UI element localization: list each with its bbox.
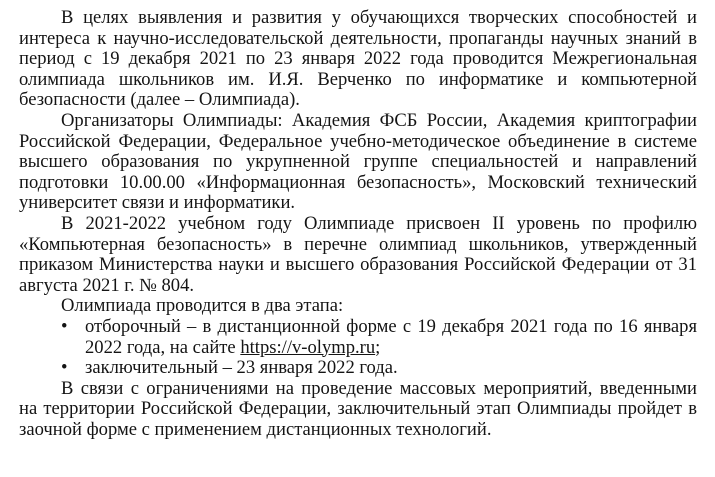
bullet-icon: • (61, 315, 68, 337)
list-item-final-stage (61, 357, 697, 379)
stages-list (19, 317, 697, 379)
document-body (19, 8, 697, 440)
olympiad-website-link[interactable]: https://v-olymp.ru (240, 336, 376, 358)
qualifying-stage-tail: ; (375, 336, 381, 358)
final-stage-text: заключительный – 23 января 2022 года. (85, 357, 398, 379)
paragraph-organizers: Организаторы Олимпиады: Академия ФСБ России, Академия криптографии Российской Федерации, Федеральное учебно-методическое объединение в системе высшего образования по укрупненной группе специальностей и направлений подготовки 10.00.00 «Информационная безопасность», Московский технический университет связи и информатики. (19, 109, 697, 214)
paragraph-stages-intro: Олимпиада проводится в два этапа: (61, 295, 344, 317)
bullet-icon: • (61, 357, 68, 379)
paragraph-remote-format: В связи с ограничениями на проведение массовых мероприятий, введенными на территории Российской Федерации, заключительный этап Олимпиады пройдет в заочной форме с применением дистанционных технологий. (19, 377, 697, 440)
qualifying-stage-text: отборочный – в дистанционной форме с 19 декабря 2021 года по 16 января 2022 года, на сайте (85, 315, 697, 358)
paragraph-purpose: В целях выявления и развития у обучающихся творческих способностей и интереса к научно-исследовательской деятельности, пропаганды научных знаний в период с 19 декабря 2021 по 23 января 2022 года проводится Межрегиональная олимпиада школьников им. И.Я. Верченко по информатике и компьютерной безопасности (далее – Олимпиада). (19, 7, 697, 111)
paragraph-level: В 2021-2022 учебном году Олимпиаде присвоен II уровень по профилю «Компьютерная безопасность» в перечне олимпиад школьников, утвержденный приказом Министерства науки и высшего образования Российской Федерации от 31 августа 2021 г. № 804. (19, 212, 697, 296)
list-item-qualifying-stage (61, 315, 697, 358)
